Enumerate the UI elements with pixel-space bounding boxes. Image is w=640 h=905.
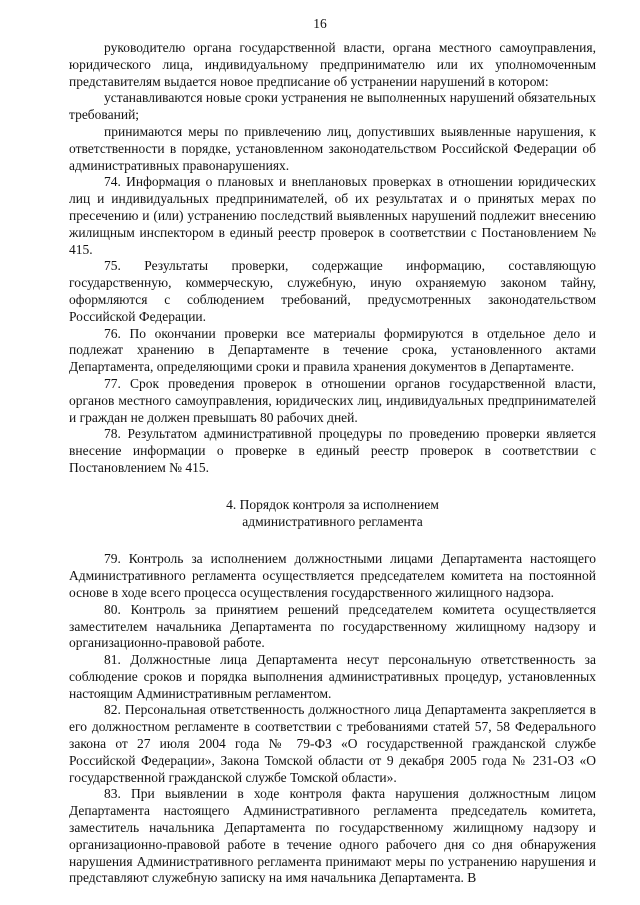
paragraph: устанавливаются новые сроки устранения не выполненных нарушений обязательных требований;: [69, 90, 596, 123]
paragraph-item-75: 75. Результаты проверки, содержащие информацию, составляющую государственную, коммерческую, служебную, иную охраняемую законом тайну, оформляются с соблюдением требований, предусмотренных законодательством Российской Федерации.: [69, 258, 596, 324]
section-heading-line-2: административного регламента: [242, 513, 423, 529]
paragraph-item-77: 77. Срок проведения проверок в отношении органов государственной власти, органов местного самоуправления, юридических лиц, индивидуальных предпринимателей и граждан не должен превышать 80 рабочих дней.: [69, 375, 596, 425]
paragraph-item-80: 80. Контроль за принятием решений председателем комитета осуществляется заместителем начальника Департамента по государственному жилищному надзору и организационно-правовой работе.: [69, 601, 596, 651]
paragraph: руководителю органа государственной власти, органа местного самоуправления, юридического лица, индивидуальному предпринимателю или их уполномоченным представителям выдается новое предписание об устранении нарушений в котором:: [69, 40, 596, 89]
document-body: [69, 40, 596, 887]
paragraph-item-74: 74. Информация о плановых и внеплановых проверках в отношении юридических лиц и индивидуальных предпринимателей, об их результатах и о принятых мерах по пресечению и (или) устранению последствий выявленных нарушений подлежит внесению жилищным инспектором в единый реестр проверок в соответствии с Постановлением № 415.: [69, 174, 596, 257]
paragraph-item-78: 78. Результатом административной процедуры по проведению проверки является внесение информации о проверке в единый реестр проверок в соответствии с Постановлением № 415.: [69, 426, 596, 475]
paragraph-item-82: 82. Персональная ответственность должностного лица Департамента закрепляется в его должностном регламенте в соответствии с требованиями статей 57, 58 Федерального закона от 27 июля 2004 года № 79-ФЗ «О государственной гражданской службе Российской Федерации», Закона Томской области от 9 декабря 2005 года № 231-ОЗ «О государственной гражданской службе Томской области».: [69, 702, 596, 785]
paragraph-item-76: 76. По окончании проверки все материалы формируются в отдельное дело и подлежат хранению в Департаменте в течение срока, установленного актами Департамента, определяющими сроки и правила хранения документов в Департаменте.: [69, 325, 596, 375]
paragraph-item-83: 83. При выявлении в ходе контроля факта нарушения должностным лицом Департамента настоящего Административного регламента председатель комитета, заместитель начальника Департамента по государственному жилищному надзору и организационно-правовой работе в течение одного рабочего дня со дня обнаружения нарушения Административного регламента принимают меры по устранению нарушения и представляют служебную записку на имя начальника Департамента. В: [69, 786, 596, 886]
paragraph-item-81: 81. Должностные лица Департамента несут персональную ответственность за соблюдение сроков и порядка выполнения административных процедур, установленных настоящим Административным регламентом.: [69, 652, 596, 701]
page-number: 16: [313, 16, 327, 31]
paragraph-item-79: 79. Контроль за исполнением должностными лицами Департамента настоящего Административного регламента осуществляется председателем комитета на постоянной основе в ходе всего процесса осуществления государственного жилищного надзора.: [69, 551, 596, 600]
section-heading-line-1: 4. Порядок контроля за исполнением: [226, 496, 439, 512]
section-heading: [69, 497, 596, 531]
paragraph: принимаются меры по привлечению лиц, допустивших выявленные нарушения, к ответственности в порядке, установленном законодательством Российской Федерации об административных правонарушениях.: [69, 123, 596, 173]
